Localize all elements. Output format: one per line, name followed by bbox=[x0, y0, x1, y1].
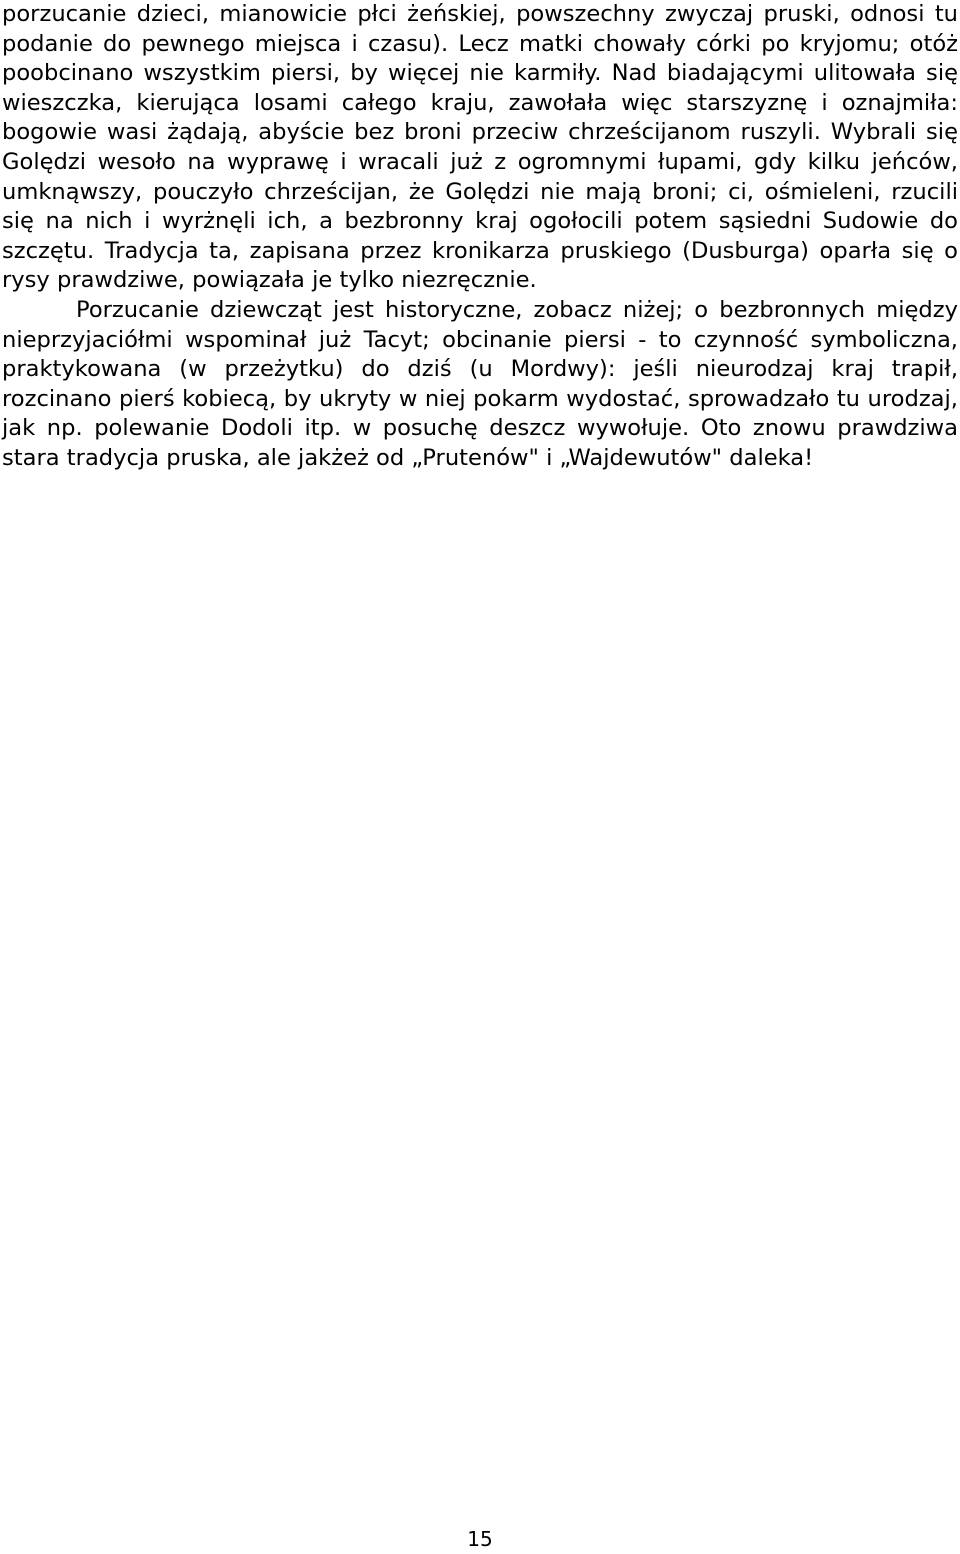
paragraph-continued: porzucanie dzieci, mianowicie płci żeńskiej, powszechny zwyczaj pruski, odnosi tu podanie do pewnego miejsca i czasu). Lecz matki chowały córki po kryjomu; otóż poobcinano wszystkim piersi, by więcej nie karmiły. Nad biadającymi ulitowała się wieszczka, kierująca losami całego kraju, zawołała więc starszyznę i oznajmiła: bogowie wasi żądają, abyście bez broni przeciw chrześcijanom ruszyli. Wybrali się Golędzi wesoło na wyprawę i wracali już z ogromnymi łupami, gdy kilku jeńców, umknąwszy, pouczyło chrześcijan, że Golędzi nie mają broni; ci, ośmieleni, rzucili się na nich i wyrżnęli ich, a bezbronny kraj ogołocili potem sąsiedni Sudowie do szczętu. Tradycja ta, zapisana przez kronikarza pruskiego (Dusburga) oparła się o rysy prawdziwe, powiązała je tylko niezręcznie. bbox=[2, 1, 958, 294]
page-number: 15 bbox=[467, 1527, 493, 1551]
paragraph: Porzucanie dziewcząt jest historyczne, zobacz niżej; o bezbronnych między nieprzyjaciółmi wspominał już Tacyt; obcinanie piersi - to czynność symboliczna, praktykowana (w przeżytku) do dziś (u Mordwy): jeśli nieurodzaj kraj trapił, rozcinano pierś kobiecą, by ukryty w niej pokarm wydostać, sprowadzało tu urodzaj, jak np. polewanie Dodoli itp. w posuchę deszcz wywołuje. Oto znowu prawdziwa stara tradycja pruska, ale jakżeż od „Prutenów" i „Wajdewutów" daleka! bbox=[2, 296, 958, 471]
body-text bbox=[2, 0, 958, 474]
